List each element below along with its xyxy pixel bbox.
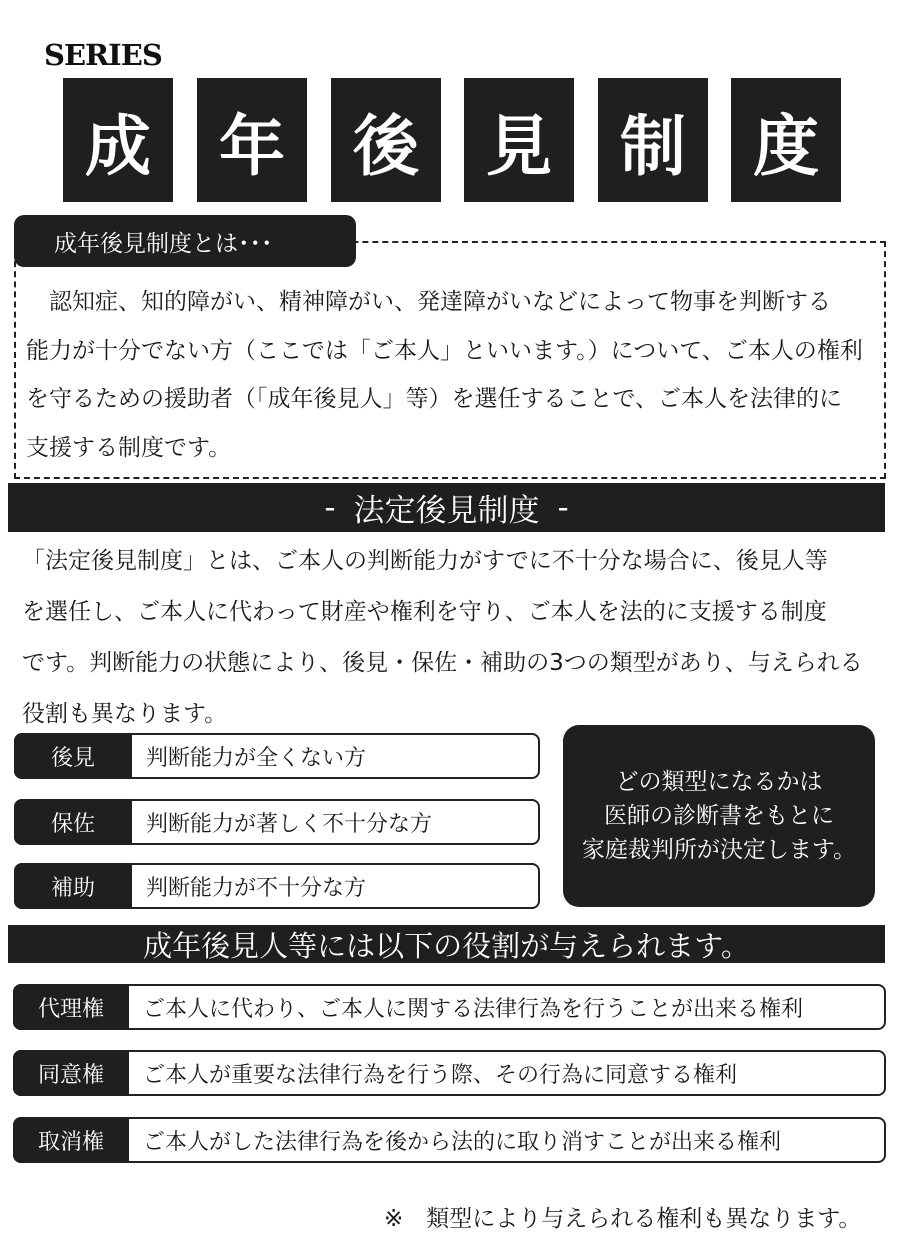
right-description: ご本人に代わり、ご本人に関する法律行為を行うことが出来る権利: [143, 996, 804, 1022]
intro-line-4: 支援する制度です。: [26, 434, 232, 461]
right-tag: 取消権: [13, 1117, 129, 1163]
title-char-6: 度: [731, 78, 841, 202]
right-description: ご本人がした法律行為を後から法的に取り消すことが出来る権利: [143, 1129, 782, 1155]
type-row-guardian: [14, 733, 540, 779]
note-line-3: 家庭裁判所が決定します。: [581, 837, 857, 863]
section-heading-legal-guardianship: [8, 483, 885, 532]
type-tag: 後見: [14, 733, 132, 779]
intro-line-1: 認知症、知的障がい、精神障がい、発達障がいなどによって物事を判断する: [26, 289, 831, 315]
type-description: 判断能力が全くない方: [146, 745, 367, 771]
intro-line-3: を守るための援助者（「成年後見人」等）を選任することで、ご本人を法律的に: [26, 386, 843, 412]
right-description: ご本人が重要な法律行為を行う際、その行為に同意する権利: [143, 1062, 738, 1088]
title-char-5: 制: [598, 78, 708, 202]
right-tag: 同意権: [13, 1050, 129, 1096]
title-char-3: 後: [331, 78, 441, 202]
type-row-assistant: [14, 863, 540, 909]
title-char-2: 年: [197, 78, 307, 202]
section-heading-roles: 成年後見人等には以下の役割が与えられます。: [8, 925, 885, 963]
title-char-1: 成: [63, 78, 173, 202]
body-line-3: です。判断能力の状態により、後見・保佐・補助の3つの類型があり、与えられる: [22, 650, 863, 676]
heading-dash-right: -: [557, 489, 569, 526]
intro-text: [26, 278, 871, 472]
type-description: 判断能力が著しく不十分な方: [146, 811, 433, 837]
body-line-1: 「法定後見制度」とは、ご本人の判断能力がすでに不十分な場合に、後見人等: [22, 548, 828, 574]
series-label: SERIES: [44, 38, 162, 72]
right-row-consent: [13, 1050, 886, 1096]
right-tag: 代理権: [13, 984, 129, 1030]
body-line-2: を選任し、ご本人に代わって財産や権利を守り、ご本人を法的に支援する制度: [22, 599, 827, 625]
note-line-1: どの類型になるかは: [615, 769, 823, 795]
right-row-representation: [13, 984, 886, 1030]
body-line-4: 役割も異なります。: [22, 701, 228, 727]
section-title: 法定後見制度: [353, 493, 540, 529]
note-line-2: 医師の診断書をもとに: [604, 803, 834, 829]
type-decision-note: [563, 725, 875, 907]
type-tag: 保佐: [14, 799, 132, 845]
intro-line-2: 能力が十分でない方（ここでは「ご本人」といいます。）について、ご本人の権利: [26, 337, 863, 364]
heading-dash-left: -: [324, 489, 336, 526]
section1-body: [22, 536, 882, 740]
right-row-revocation: [13, 1117, 886, 1163]
intro-label: 成年後見制度とは･･･: [14, 215, 356, 267]
title-char-4: 見: [464, 78, 574, 202]
type-row-curator: [14, 799, 540, 845]
type-tag: 補助: [14, 863, 132, 909]
footnote: ※ 類型により与えられる権利も異なります。: [384, 1206, 862, 1232]
type-description: 判断能力が不十分な方: [146, 875, 367, 901]
